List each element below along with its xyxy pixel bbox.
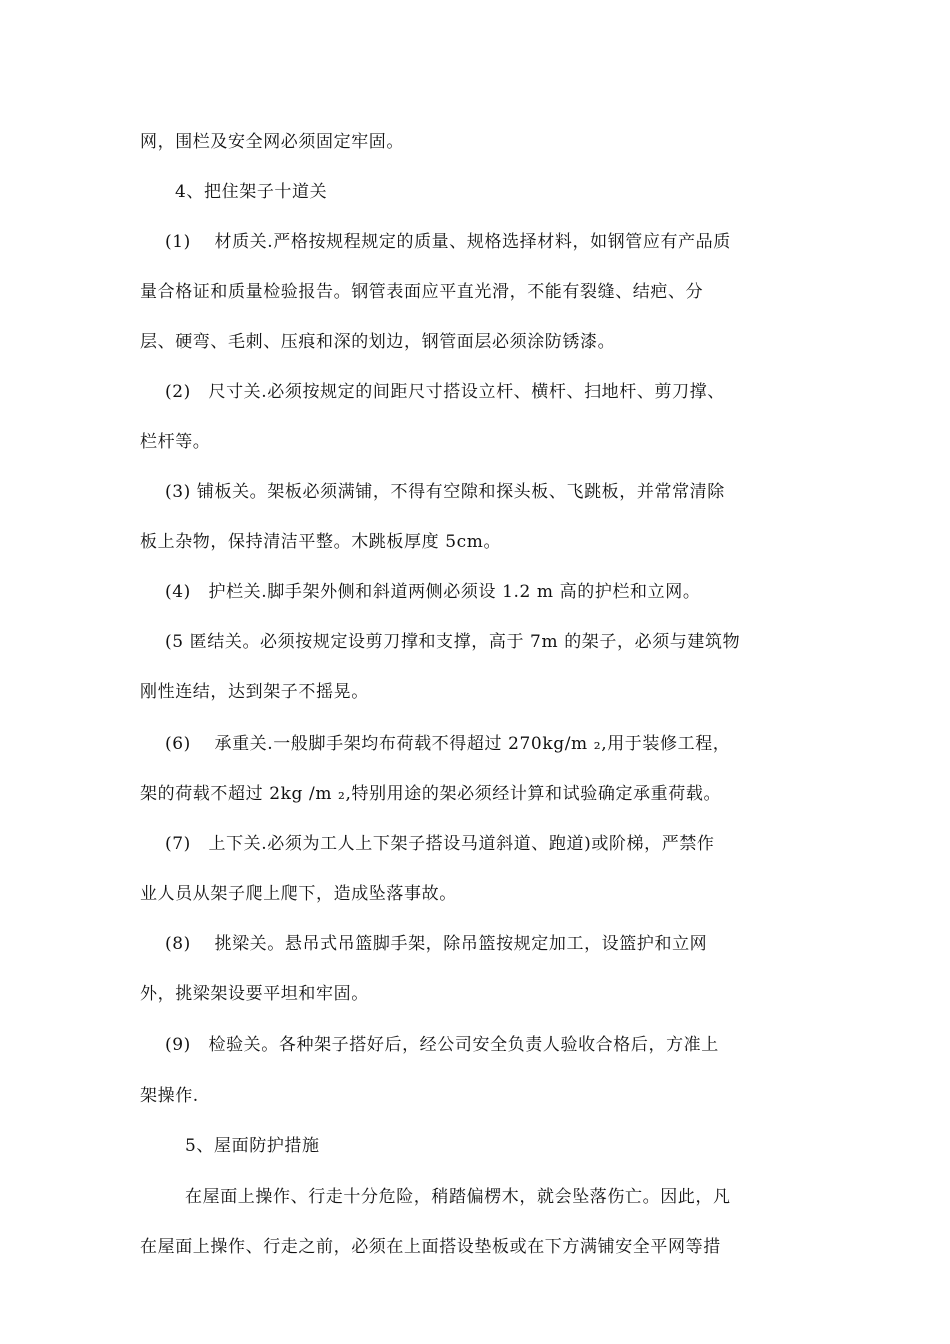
paragraph-line: 刚性连结，达到架子不摇晃。	[140, 682, 369, 702]
paragraph-line: (4) 护栏关.脚手架外侧和斜道两侧必须设 1.2 m 高的护栏和立网。	[165, 582, 701, 602]
paragraph-line: 在屋面上操作、行走之前，必须在上面搭设垫板或在下方满铺安全平网等措	[140, 1237, 721, 1257]
section-heading: 4、把住架子十道关	[175, 182, 328, 202]
paragraph-line: (6) 承重关.一般脚手架均布荷载不得超过 270kg/m ₂,用于装修工程，	[165, 734, 731, 754]
paragraph-line: (5 匿结关。必须按规定设剪刀撑和支撑，高于 7m 的架子，必须与建筑物	[165, 632, 741, 652]
paragraph-line: 外，挑梁架设要平坦和牢固。	[140, 984, 369, 1004]
paragraph-line: 架操作.	[140, 1086, 199, 1106]
paragraph-line: 架的荷载不超过 2kg /m ₂,特别用途的架必须经计算和试验确定承重荷载。	[140, 784, 722, 804]
paragraph-line: 业人员从架子爬上爬下，造成坠落事故。	[140, 884, 457, 904]
paragraph-line: 在屋面上操作、行走十分危险，稍踏偏楞木，就会坠落伤亡。因此，凡	[185, 1187, 731, 1207]
paragraph-line: (2) 尺寸关.必须按规定的间距尺寸搭设立杆、横杆、扫地杆、剪刀撑、	[165, 382, 725, 402]
paragraph-line: 层、硬弯、毛刺、压痕和深的划边，钢管面层必须涂防锈漆。	[140, 332, 616, 352]
paragraph-line: (7) 上下关.必须为工人上下架子搭设马道斜道、跑道)或阶梯，严禁作	[165, 834, 715, 854]
paragraph-line: (8) 挑梁关。悬吊式吊篮脚手架，除吊篮按规定加工，设篮护和立网	[165, 934, 708, 954]
paragraph-line: 量合格证和质量检验报告。钢管表面应平直光滑，不能有裂缝、结疤、分	[140, 282, 704, 302]
paragraph-line: (9) 检验关。各种架子搭好后，经公司安全负责人验收合格后，方准上	[165, 1035, 719, 1055]
paragraph-line: 网，围栏及安全网必须固定牢固。	[140, 132, 404, 152]
section-heading: 5、屋面防护措施	[185, 1136, 320, 1156]
paragraph-line: (3) 铺板关。架板必须满铺，不得有空隙和探头板、飞跳板，并常常清除	[165, 482, 725, 502]
paragraph-line: 板上杂物，保持清洁平整。木跳板厚度 5cm。	[140, 532, 502, 552]
paragraph-line: 栏杆等。	[140, 432, 211, 452]
paragraph-line: (1) 材质关.严格按规程规定的质量、规格选择材料，如钢管应有产品质	[165, 232, 731, 252]
